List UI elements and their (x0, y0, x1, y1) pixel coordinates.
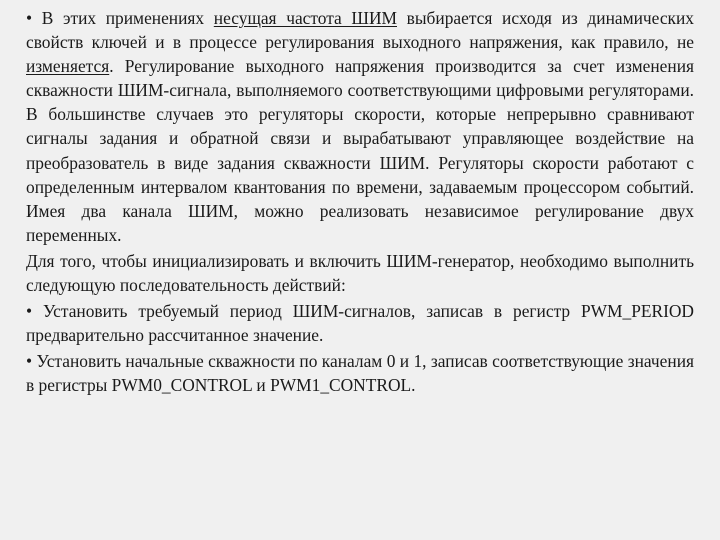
text-segment: . Регулирование выходного напряжения производится за счет изменения скважности ШИМ-сигнала, выполняемого соответствующими цифровыми регуляторами. В большинстве случаев это регуляторы скорости, которые непрерывно сравнивают сигналы задания и обратной связи и вырабатывают управляющее воздействие на преобразователь в виде задания скважности ШИМ. Регуляторы скорости работают с определенным интервалом квантования по времени, задаваемым процессором событий. Имея два канала ШИМ, можно реализовать независимое регулирование двух переменных. (26, 56, 694, 245)
paragraph-init-sequence (26, 249, 694, 297)
text-segment: выбирается исходя из динамических свойств ключей и в процессе регулирования выходного напряжения, как правило, не (26, 8, 694, 53)
text-segment: • В этих применениях (26, 8, 214, 28)
text-segment: • Установить начальные скважности по каналам 0 и 1, записав соответствующие значения в регистры PWM0_CONTROL и PWM1_CONTROL. (26, 351, 694, 396)
bullet-set-period (26, 299, 694, 347)
underlined-term-carrier-frequency: несущая частота ШИМ (213, 8, 397, 28)
slide-text-body (26, 6, 694, 400)
paragraph-pwm-carrier (26, 6, 694, 247)
bullet-set-duty-cycles (26, 349, 694, 397)
text-segment: • Установить требуемый период ШИМ-сигналов, записав в регистр PWM_PERIOD предварительно рассчитанное значение. (26, 301, 694, 346)
text-segment: Для того, чтобы инициализировать и включить ШИМ-генератор, необходимо выполнить следующую последовательность действий: (26, 250, 694, 296)
underlined-term-not-changed: изменяется (26, 56, 110, 77)
